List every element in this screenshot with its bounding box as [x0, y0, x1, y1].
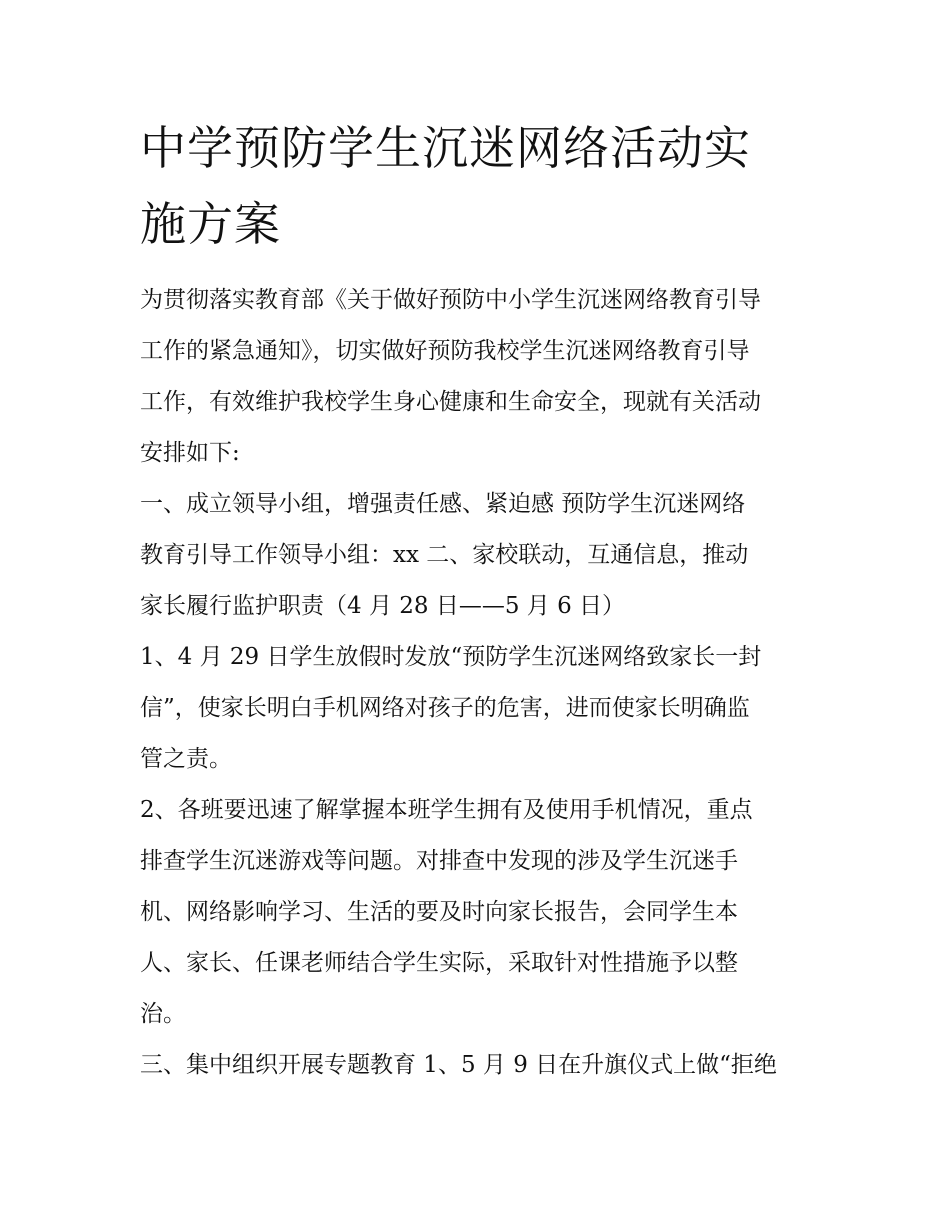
body-line: 信”，使家长明白手机网络对孩子的危害，进而使家长明确监 [140, 695, 750, 721]
body-line: 一、成立领导小组，增强责任感、紧迫感 预防学生沉迷网络 [140, 491, 746, 517]
body-line: 教育引导工作领导小组：xx 二、家校联动，互通信息，推动 [140, 542, 749, 568]
body-line: 人、家长、任课老师结合学生实际，采取针对性措施予以整 [140, 950, 738, 976]
body-line: 治。 [140, 1001, 186, 1027]
body-line: 机、网络影响学习、生活的要及时向家长报告，会同学生本 [140, 899, 738, 925]
body-line: 工作的紧急通知》，切实做好预防我校学生沉迷网络教育引导 [140, 338, 750, 364]
body-line: 工作，有效维护我校学生身心健康和生命安全，现就有关活动 [140, 389, 761, 415]
body-line: 为贯彻落实教育部《关于做好预防中小学生沉迷网络教育引导 [140, 287, 761, 313]
body-line: 2、各班要迅速了解掌握本班学生拥有及使用手机情况，重点 [140, 797, 753, 823]
body-line: 三、集中组织开展专题教育 1、5 月 9 日在升旗仪式上做“拒绝 [140, 1052, 777, 1078]
body-line: 1、4 月 29 日学生放假时发放“预防学生沉迷网络致家长一封 [140, 644, 762, 670]
body-line: 排查学生沉迷游戏等问题。对排查中发现的涉及学生沉迷手 [140, 848, 738, 874]
body-line: 安排如下: [140, 440, 240, 466]
document-title-line-1: 中学预防学生沉迷网络活动实 [140, 121, 751, 175]
document-title-line-2: 施方案 [140, 197, 281, 251]
body-line: 家长履行监护职责（4 月 28 日——5 月 6 日） [140, 593, 626, 619]
body-line: 管之责。 [140, 746, 232, 772]
